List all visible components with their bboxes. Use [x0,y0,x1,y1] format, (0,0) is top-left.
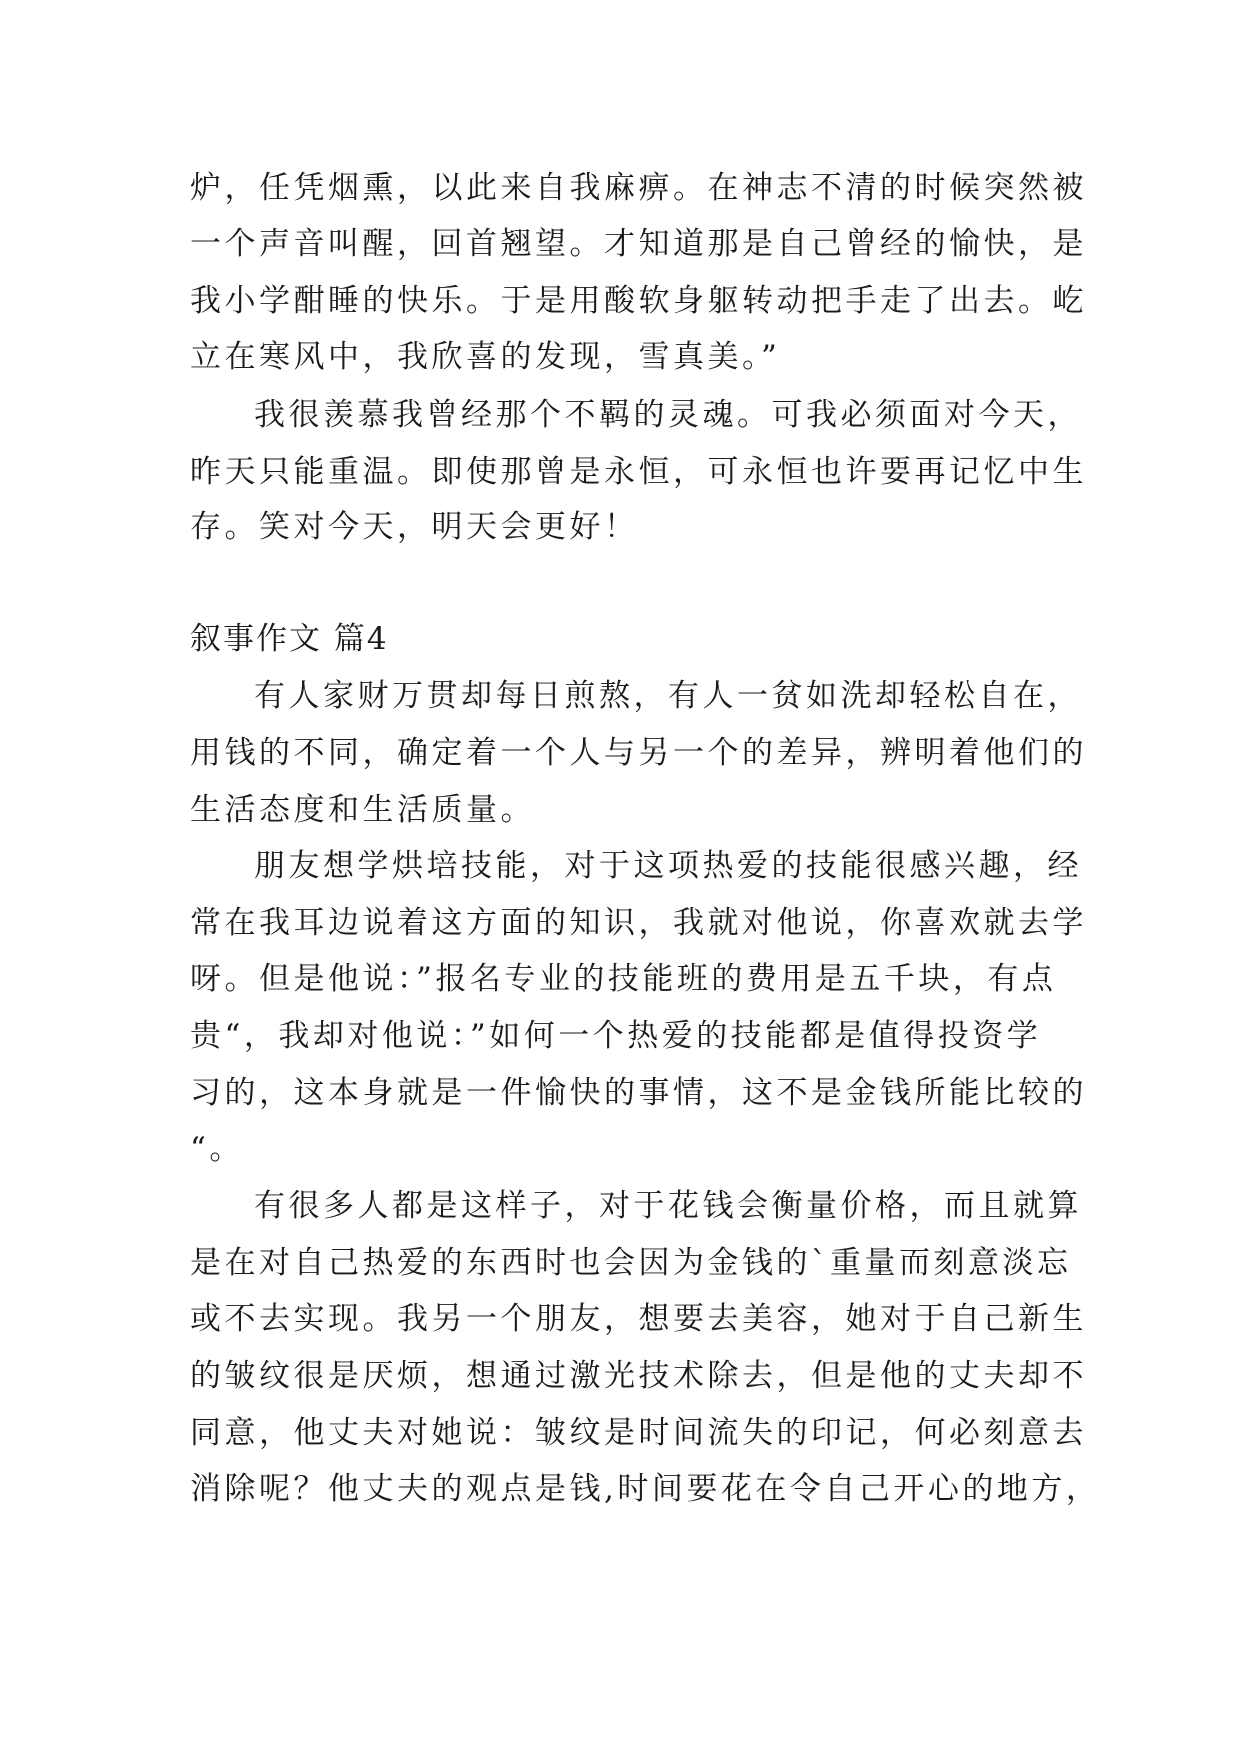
text-line: 生活态度和生活质量。 [190,792,535,828]
text-line: 用钱的不同，确定着一个人与另一个的差异，辨明着他们的 [190,735,1087,771]
text-line: 一个声音叫醒，回首翘望。才知道那是自己曾经的愉快，是 [190,226,1087,262]
text-line: 存。笑对今天，明天会更好！ [190,509,639,545]
text-line: 消除呢？他丈夫的观点是钱,时间要花在令自己开心的地方， [190,1471,1101,1507]
text-line: 习的，这本身就是一件愉快的事情，这不是金钱所能比较的 [190,1075,1087,1111]
text-line: 朋友想学烘培技能，对于这项热爱的技能很感兴趣，经 [254,848,1082,884]
section-heading: 叙事作文 篇4 [190,621,389,657]
text-line: 炉，任凭烟熏，以此来自我麻痹。在神志不清的时候突然被 [190,170,1087,206]
text-line: 或不去实现。我另一个朋友，想要去美容，她对于自己新生 [190,1301,1087,1337]
text-line: “。 [190,1131,244,1167]
text-line: 我很羡慕我曾经那个不羁的灵魂。可我必须面对今天， [254,397,1082,433]
text-line: 呀。但是他说：”报名专业的技能班的费用是五千块，有点 [190,961,1057,997]
text-line: 昨天只能重温。即使那曾是永恒，可永恒也许要再记忆中生 [190,454,1087,490]
text-line: 常在我耳边说着这方面的知识，我就对他说，你喜欢就去学 [190,905,1087,941]
text-line: 有很多人都是这样子，对于花钱会衡量价格，而且就算 [254,1188,1082,1224]
text-line: 是在对自己热爱的东西时也会因为金钱的`重量而刻意淡忘 [190,1245,1072,1281]
text-line: 我小学酣睡的快乐。于是用酸软身躯转动把手走了出去。屹 [190,283,1087,319]
text-line: 的皱纹很是厌烦，想通过激光技术除去，但是他的丈夫却不 [190,1358,1087,1394]
text-line: 立在寒风中，我欣喜的发现，雪真美。” [190,339,781,375]
text-line: 贵“，我却对他说：”如何一个热爱的技能都是值得投资学 [190,1018,1042,1054]
text-line: 有人家财万贯却每日煎熬，有人一贫如洗却轻松自在， [254,678,1082,714]
text-line: 同意，他丈夫对她说：皱纹是时间流失的印记，何必刻意去 [190,1415,1087,1451]
